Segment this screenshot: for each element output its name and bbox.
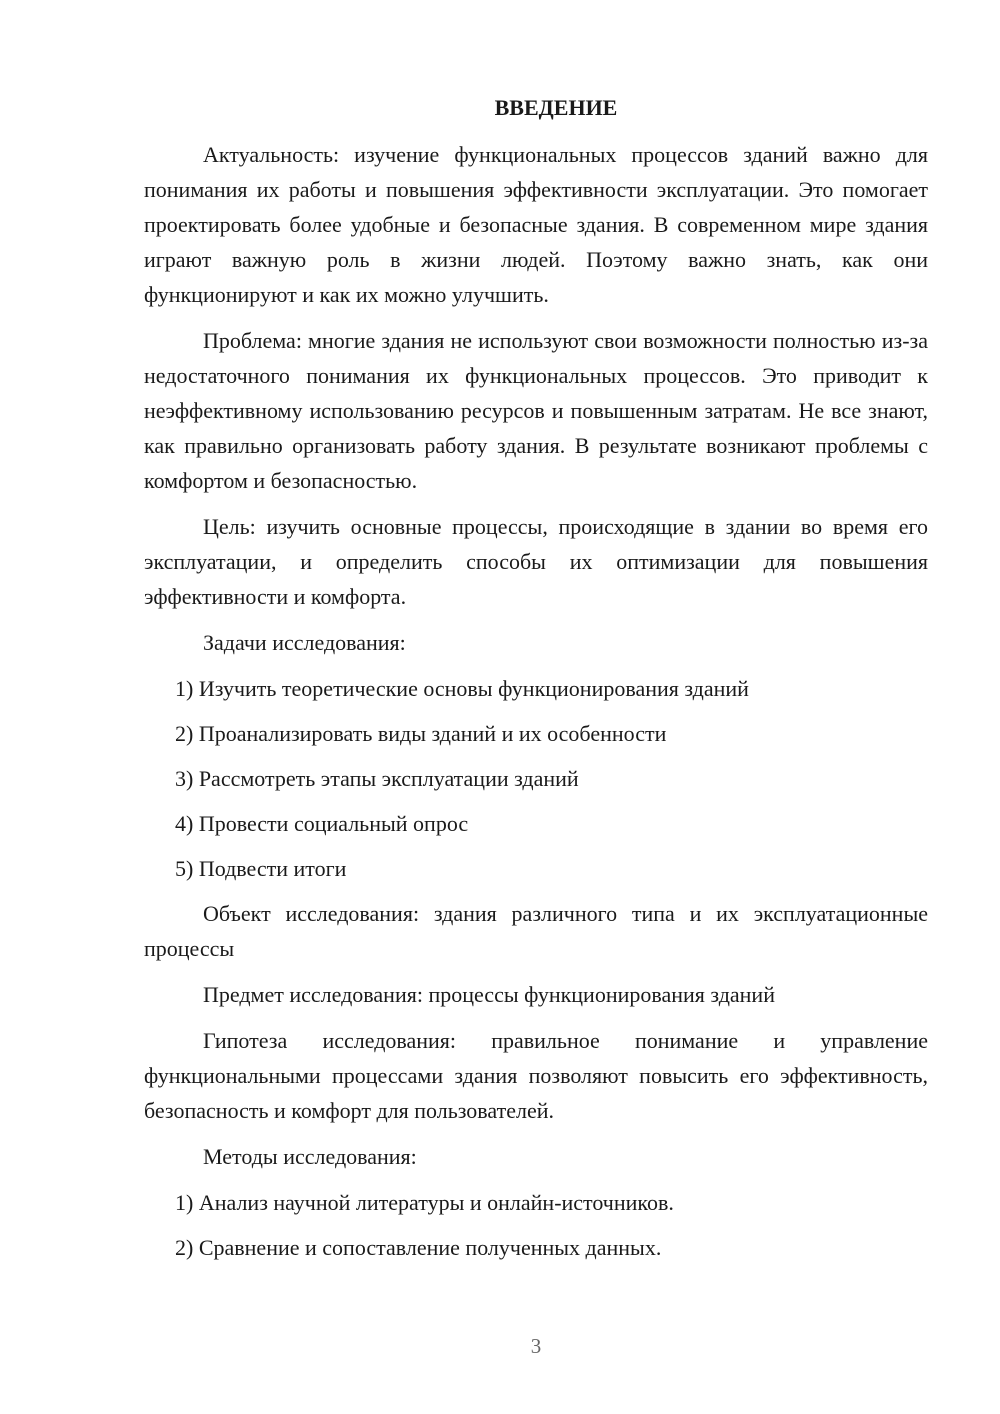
task-item-2: 2) Проанализировать виды зданий и их особенности (175, 721, 667, 746)
hypothesis-paragraph: Гипотеза исследования: правильное понимание и управление функциональными процессами здания позволяют повысить его эффективность, безопасность и комфорт для пользователей. (144, 1028, 928, 1123)
task-item-3: 3) Рассмотреть этапы эксплуатации зданий (175, 766, 579, 791)
tasks-heading: Задачи исследования: (203, 630, 406, 655)
method-item-2: 2) Сравнение и сопоставление полученных данных. (175, 1235, 662, 1260)
task-item-5: 5) Подвести итоги (175, 856, 347, 881)
method-item-1: 1) Анализ научной литературы и онлайн-источников. (175, 1190, 674, 1215)
section-title: ВВЕДЕНИЕ (494, 95, 618, 120)
methods-list (144, 1185, 928, 1265)
goal-paragraph: Цель: изучить основные процессы, происходящие в здании во время его эксплуатации, и определить способы их оптимизации для повышения эффективности и комфорта. (144, 514, 928, 609)
problem-paragraph: Проблема: многие здания не используют свои возможности полностью из-за недостаточного понимания их функциональных процессов. Это приводит к неэффективному использованию ресурсов и повышенным затратам. Не все знают, как правильно организовать работу здания. В результате возникают проблемы с комфортом и безопасностью. (144, 328, 928, 493)
methods-heading: Методы исследования: (203, 1144, 417, 1169)
object-paragraph: Объект исследования: здания различного типа и их эксплуатационные процессы (144, 901, 928, 961)
tasks-list (144, 671, 928, 886)
relevance-paragraph: Актуальность: изучение функциональных процессов зданий важно для понимания их работы и повышения эффективности эксплуатации. Это помогает проектировать более удобные и безопасные здания. В современном мире здания играют важную роль в жизни людей. Поэтому важно знать, как они функционируют и как их можно улучшить. (144, 142, 928, 307)
page-number: 3 (530, 1334, 542, 1358)
task-item-4: 4) Провести социальный опрос (175, 811, 469, 836)
task-item-1: 1) Изучить теоретические основы функционирования зданий (175, 676, 749, 701)
document-body (144, 90, 928, 1275)
subject-paragraph: Предмет исследования: процессы функционирования зданий (203, 982, 775, 1007)
